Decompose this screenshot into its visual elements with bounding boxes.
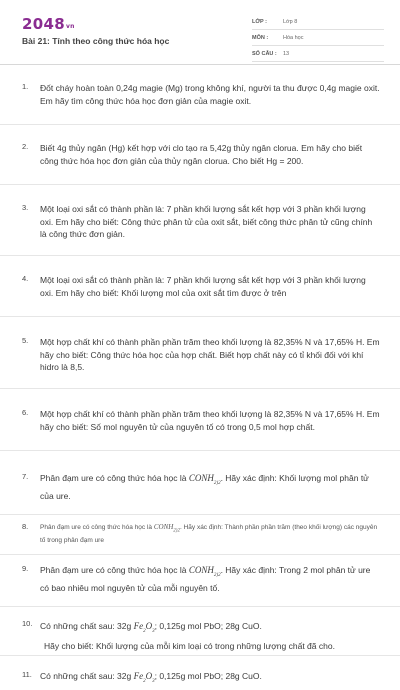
question-text-part: ; 0,125g mol PbO; 28g CuO. bbox=[154, 671, 262, 681]
logo-text: 2048 bbox=[22, 15, 65, 33]
formula-sub: 2 bbox=[213, 480, 217, 486]
fe2o3-formula bbox=[133, 671, 155, 684]
page-header bbox=[0, 0, 400, 65]
question-item bbox=[0, 203, 400, 256]
formula-sub: 2 bbox=[218, 480, 221, 486]
ure-formula: $CONH_{2)2}$ bbox=[188, 473, 221, 486]
info-value: Lớp 8 bbox=[283, 18, 298, 25]
question-item bbox=[0, 336, 400, 389]
question-text-part: . Hãy xác định: Trong 2 mol phân tử ure có bao nhiêu mol nguyên tử của mỗi nguyên tố. bbox=[40, 565, 371, 594]
question-item bbox=[0, 670, 400, 690]
question-item bbox=[0, 408, 400, 451]
logo-suffix: vn bbox=[65, 23, 75, 30]
question-text bbox=[40, 670, 380, 688]
formula-element: Fe bbox=[133, 671, 144, 681]
info-row-count bbox=[252, 46, 384, 62]
question-text bbox=[40, 619, 380, 653]
info-label: LỚP : bbox=[252, 18, 267, 25]
info-value: 13 bbox=[283, 50, 290, 57]
question-item bbox=[0, 619, 400, 656]
question-text: Đốt cháy hoàn toàn 0,24g magie (Mg) trong không khí, người ta thu được 0,4g magie oxit. Em hãy tìm công thức hóa học đơn giản của magie oxit. bbox=[40, 83, 380, 106]
question-text: Một hợp chất khí có thành phần phần trăm theo khối lượng là 82,35% N và 17,65% H. Em hãy cho biết: Công thức hóa học của hợp chất. Biết hợp chất này có tỉ khối đối với khí hidro là 8,5. bbox=[40, 337, 380, 372]
question-text-part: ; 0,125g mol PbO; 28g CuO. bbox=[154, 621, 262, 631]
ure-formula: $CONH_{2)2}$ bbox=[153, 523, 180, 534]
question-item bbox=[0, 564, 400, 607]
question-text-line: Hãy cho biết: Khối lượng của mỗi kim loại có trong những lượng chất đã cho. bbox=[44, 640, 335, 651]
formula-sub: 3 bbox=[152, 678, 155, 684]
formula-base: CONH bbox=[153, 523, 174, 531]
formula-sub: 2 bbox=[218, 572, 221, 578]
fe2o3-formula bbox=[133, 621, 155, 634]
question-text-part: Phân đạm ure có công thức hóa học là bbox=[40, 524, 154, 531]
formula-sub: 2 bbox=[213, 572, 217, 578]
question-number: 7. bbox=[22, 472, 29, 481]
question-number: 2. bbox=[22, 142, 29, 151]
question-text: Một loại oxi sắt có thành phần là: 7 phần khối lượng sắt kết hợp với 3 phần khối lượng oxi. Em hãy cho biết: Khối lượng mol của oxit sắt tìm được ở trên bbox=[40, 275, 366, 298]
question-item bbox=[0, 274, 400, 317]
info-label: SỐ CÂU : bbox=[252, 50, 277, 57]
question-text bbox=[40, 522, 380, 546]
formula-element: Fe bbox=[133, 621, 144, 631]
question-number: 6. bbox=[22, 408, 29, 417]
question-text bbox=[40, 472, 380, 503]
formula-element: O bbox=[145, 621, 153, 631]
question-text bbox=[40, 564, 380, 595]
question-text-part: Có những chất sau: 32g bbox=[40, 671, 134, 681]
question-item bbox=[0, 82, 400, 125]
question-number: 8. bbox=[22, 522, 29, 531]
question-text: Biết 4g thủy ngân (Hg) kết hợp với clo tạo ra 5,42g thủy ngân clorua. Em hãy cho biết công thức hóa học đơn giản của thủy ngân clorua. Cho biết Hg = 200. bbox=[40, 143, 363, 166]
question-item bbox=[0, 522, 400, 555]
formula-sub: 2 bbox=[177, 528, 180, 534]
formula-sub: 2 bbox=[173, 528, 176, 534]
question-number: 3. bbox=[22, 203, 29, 212]
question-text-part: Có những chất sau: 32g bbox=[40, 621, 134, 631]
question-item bbox=[0, 142, 400, 185]
question-number: 9. bbox=[22, 564, 29, 573]
formula-sub: 2 bbox=[143, 678, 146, 684]
formula-sub: 3 bbox=[152, 628, 155, 634]
info-box bbox=[252, 14, 384, 62]
question-number: 5. bbox=[22, 336, 29, 345]
formula-sub: 2 bbox=[143, 628, 146, 634]
question-text-part: Phân đạm ure có công thức hóa học là bbox=[40, 565, 189, 575]
question-number: 4. bbox=[22, 274, 29, 283]
site-logo[interactable] bbox=[22, 15, 75, 33]
question-text-part: . Hãy xác định: Khối lượng mol phân tử của ure. bbox=[40, 473, 369, 502]
question-item bbox=[0, 472, 400, 515]
question-text: Một loại oxi sắt có thành phần là: 7 phần khối lượng sắt kết hợp với 3 phần khối lượng oxi. Em hãy cho biết: Công thức phân tử của oxit sắt, biết công thức phân tử cũng chính là công thức đơn giản. bbox=[40, 204, 373, 239]
info-value: Hóa học bbox=[283, 34, 304, 41]
ure-formula: $CONH_{2)2}$ bbox=[188, 565, 221, 578]
question-text-part: . Hãy xác định: Thành phần phần trăm (theo khối lượng) các nguyên tố trong phân đạm ure bbox=[40, 524, 378, 545]
info-row-class bbox=[252, 14, 384, 30]
formula-base: CONH bbox=[188, 473, 214, 483]
question-text-part: Phân đạm ure có công thức hóa học là bbox=[40, 473, 189, 483]
formula-element: O bbox=[145, 671, 153, 681]
question-text: Một hợp chất khí có thành phần phần trăm theo khối lượng là 82,35% N và 17,65% H. Em hãy cho biết: Số mol nguyên tử của nguyên tố có trong 0,5 mol hợp chất. bbox=[40, 409, 380, 432]
lesson-title: Bài 21: Tính theo công thức hóa học bbox=[22, 36, 170, 46]
info-row-subject bbox=[252, 30, 384, 46]
info-label: MÔN : bbox=[252, 34, 269, 41]
question-number: 1. bbox=[22, 82, 29, 91]
question-number: 11. bbox=[22, 670, 32, 679]
question-number: 10. bbox=[22, 619, 33, 628]
formula-base: CONH bbox=[188, 565, 214, 575]
